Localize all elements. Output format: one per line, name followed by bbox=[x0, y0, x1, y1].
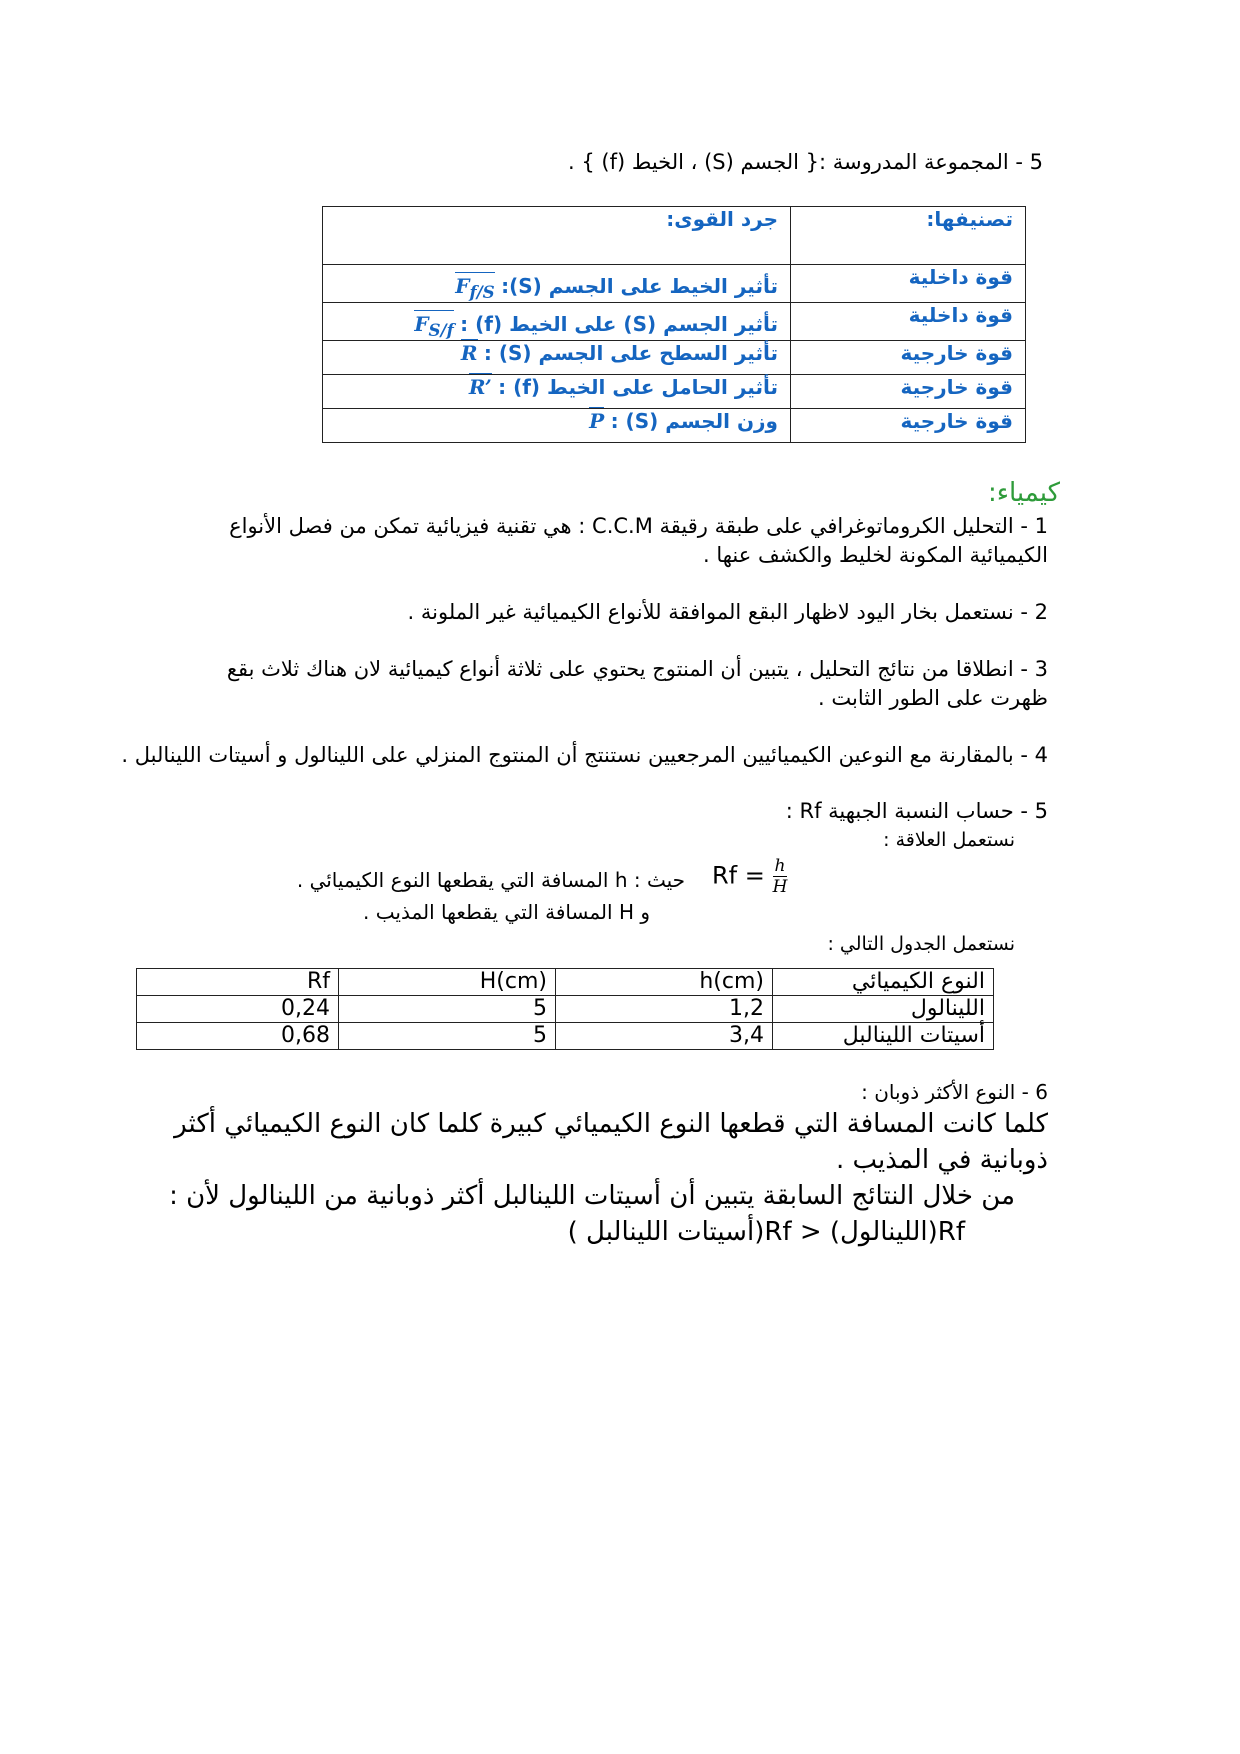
rf-header: h(cm) bbox=[556, 969, 773, 996]
rf-row bbox=[137, 1023, 994, 1050]
force-cell: تأثير الخيط على الجسم (S): $F_{f/S}$ bbox=[323, 265, 791, 303]
chem-q3: 3 - انطلاقا من نتائج التحليل ، يتبين أن المنتوج يحتوي على ثلاثة أنواع كيميائية لان هناك ثلاث بقع ظهرت على الطور الثابت . bbox=[226, 657, 1048, 710]
formula-where-H: و H المسافة التي يقطعها المذيب . bbox=[363, 900, 650, 924]
chem-q1: 1 - التحليل الكروماتوغرافي على طبقة رقيقة C.C.M : هي تقنية فيزيائية تمكن من فصل الأنواع الكيميائية المكونة لخليط والكشف عنها . bbox=[229, 514, 1048, 567]
chem-q5-relation: نستعمل العلاقة : bbox=[883, 829, 1015, 851]
rf-header: H(cm) bbox=[339, 969, 556, 996]
table-intro: نستعمل الجدول التالي : bbox=[827, 933, 1015, 955]
forces-header-class: تصنيفها: bbox=[791, 207, 1026, 265]
rf-cell: 0,24 bbox=[137, 996, 339, 1023]
forces-row bbox=[323, 341, 1026, 375]
forces-row bbox=[323, 265, 1026, 303]
chem-q6-line3: Rf(اللينالول) < Rf(أسيتات اللينالبل ) bbox=[567, 1217, 965, 1247]
force-cell: تأثير الجسم (S) على الخيط (f) : $F_{S/f}$ bbox=[323, 303, 791, 341]
rf-table bbox=[136, 968, 994, 1050]
chem-q5-title: 5 - حساب النسبة الجبهية Rf : bbox=[785, 799, 1048, 823]
rf-cell: 5 bbox=[339, 996, 556, 1023]
rf-cell: 5 bbox=[339, 1023, 556, 1050]
chem-q6-title: 6 - النوع الأكثر ذوبان : bbox=[861, 1080, 1048, 1104]
chem-q2: 2 - نستعمل بخار اليود لاظهار البقع الموافقة للأنواع الكيميائية غير الملونة . bbox=[407, 600, 1048, 624]
formula-where-h: حيث : h المسافة التي يقطعها النوع الكيميائي . bbox=[296, 868, 685, 892]
class-cell: قوة داخلية bbox=[791, 303, 1026, 341]
class-cell: قوة خارجية bbox=[791, 341, 1026, 375]
rf-cell: 3,4 bbox=[556, 1023, 773, 1050]
rf-formula: Rf = $\frac{h}{H}$ bbox=[712, 856, 788, 897]
rf-cell: 1,2 bbox=[556, 996, 773, 1023]
rf-row bbox=[137, 996, 994, 1023]
chem-q4: 4 - بالمقارنة مع النوعين الكيميائيين المرجعيين نستنتج أن المنتوج المنزلي على اللينالول و أسيتات اللينالبل . bbox=[121, 743, 1048, 767]
forces-header-force: جرد القوى: bbox=[323, 207, 791, 265]
class-cell: قوة خارجية bbox=[791, 375, 1026, 409]
chem-q6-line1: كلما كانت المسافة التي قطعها النوع الكيميائي كبيرة كلما كان النوع الكيميائي أكثر ذوبانية في المذيب . bbox=[174, 1109, 1048, 1175]
rf-cell: أسيتات اللينالبل bbox=[773, 1023, 994, 1050]
forces-row bbox=[323, 303, 1026, 341]
force-cell: تأثير السطح على الجسم (S) : R bbox=[323, 341, 791, 375]
force-cell: وزن الجسم (S) : P bbox=[323, 409, 791, 443]
rf-cell: 0,68 bbox=[137, 1023, 339, 1050]
rf-header-row bbox=[137, 969, 994, 996]
physics-q5: 5 - المجموعة المدروسة :{ الجسم (S) ، الخيط (f) } . bbox=[568, 150, 1043, 174]
class-cell: قوة خارجية bbox=[791, 409, 1026, 443]
chem-q6-line2: من خلال النتائج السابقة يتبين أن أسيتات اللينالبل أكثر ذوبانية من اللينالول لأن : bbox=[169, 1181, 1015, 1211]
rf-cell: اللينالول bbox=[773, 996, 994, 1023]
class-cell: قوة داخلية bbox=[791, 265, 1026, 303]
rf-header: Rf bbox=[137, 969, 339, 996]
forces-table bbox=[322, 206, 1026, 443]
chemistry-title: كيمياء: bbox=[987, 478, 1060, 508]
force-cell: تأثير الحامل على الخيط (f) : R’ bbox=[323, 375, 791, 409]
rf-fraction: $\frac{h}{H}$ bbox=[772, 856, 788, 897]
rf-header: النوع الكيميائي bbox=[773, 969, 994, 996]
forces-row bbox=[323, 409, 1026, 443]
forces-row bbox=[323, 375, 1026, 409]
